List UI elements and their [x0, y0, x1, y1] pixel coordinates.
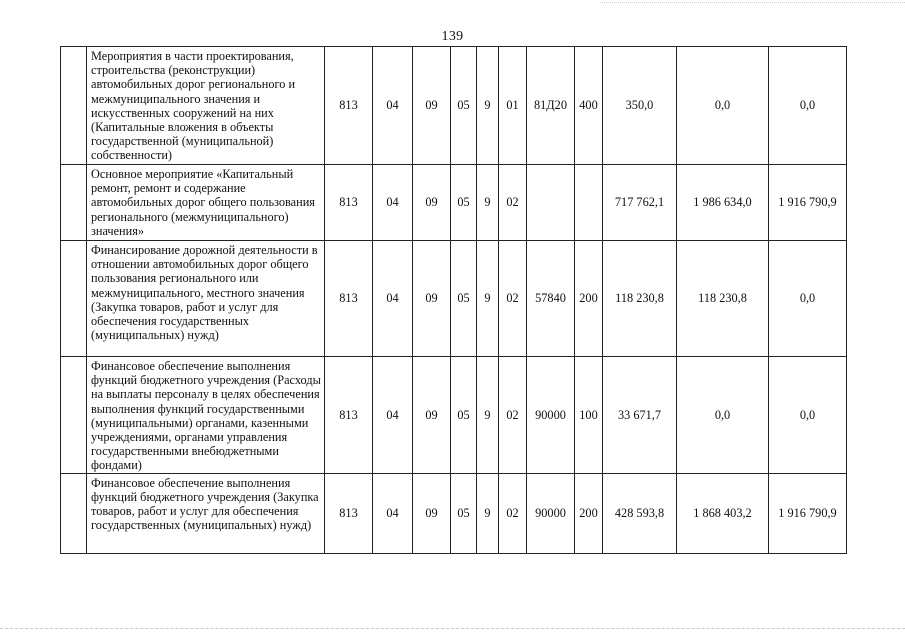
code-expense-type: 400 — [575, 47, 603, 165]
table-row — [61, 165, 847, 241]
code-program: 05 — [451, 47, 477, 165]
budget-table — [60, 46, 847, 554]
code-expense-type: 200 — [575, 473, 603, 553]
table-row — [61, 241, 847, 357]
code-program: 05 — [451, 241, 477, 357]
code-activity: 02 — [499, 165, 527, 241]
row-description: Финансовое обеспечение выполнения функций бюджетного учреждения (Закупка товаров, работ и услуг для обеспечения государственных (муниципальных) нужд) — [87, 473, 325, 553]
amount-year-2: 0,0 — [677, 47, 769, 165]
row-description: Мероприятия в части проектирования, строительства (реконструкции) автомобильных дорог регионального и межмуниципального значения и искусственных сооружений на них (Капитальные вложения в объекты государственной (муниципальной) собственности) — [87, 47, 325, 165]
code-ministry: 813 — [325, 241, 373, 357]
row-description: Финансирование дорожной деятельности в отношении автомобильных дорог общего пользования регионального или межмуниципального, местного значения (Закупка товаров, работ и услуг для обеспечения государственных (муниципальных) нужд) — [87, 241, 325, 357]
code-direction: 81Д20 — [527, 47, 575, 165]
code-direction: 90000 — [527, 357, 575, 474]
code-activity: 02 — [499, 473, 527, 553]
code-ministry: 813 — [325, 165, 373, 241]
code-ministry: 813 — [325, 47, 373, 165]
code-subsection: 09 — [413, 47, 451, 165]
table-row — [61, 47, 847, 165]
code-program: 05 — [451, 473, 477, 553]
code-ministry: 813 — [325, 473, 373, 553]
page-number: 139 — [441, 29, 464, 44]
scan-artifact-top — [600, 2, 905, 3]
code-activity: 02 — [499, 241, 527, 357]
code-direction: 90000 — [527, 473, 575, 553]
code-subprogram: 9 — [477, 165, 499, 241]
row-description: Финансовое обеспечение выполнения функций бюджетного учреждения (Расходы на выплаты персоналу в целях обеспечения выполнения функций государственными (муниципальными) органами, казенными учреждениями, органами управления государственными внебюджетными фондами) — [87, 357, 325, 474]
amount-year-2: 1 868 403,2 — [677, 473, 769, 553]
code-ministry: 813 — [325, 357, 373, 474]
amount-year-1: 33 671,7 — [603, 357, 677, 474]
amount-year-1: 717 762,1 — [603, 165, 677, 241]
code-section: 04 — [373, 241, 413, 357]
code-subprogram: 9 — [477, 241, 499, 357]
code-subsection: 09 — [413, 165, 451, 241]
amount-year-1: 350,0 — [603, 47, 677, 165]
amount-year-1: 428 593,8 — [603, 473, 677, 553]
code-direction: 57840 — [527, 241, 575, 357]
amount-year-2: 1 986 634,0 — [677, 165, 769, 241]
code-program: 05 — [451, 357, 477, 474]
code-subsection: 09 — [413, 473, 451, 553]
code-expense-type: 100 — [575, 357, 603, 474]
code-direction — [527, 165, 575, 241]
code-subsection: 09 — [413, 357, 451, 474]
code-subprogram: 9 — [477, 473, 499, 553]
amount-year-3: 0,0 — [769, 47, 847, 165]
row-spacer-cell — [61, 241, 87, 357]
code-expense-type: 200 — [575, 241, 603, 357]
code-activity: 01 — [499, 47, 527, 165]
code-subsection: 09 — [413, 241, 451, 357]
code-section: 04 — [373, 357, 413, 474]
code-section: 04 — [373, 165, 413, 241]
row-spacer-cell — [61, 165, 87, 241]
code-subprogram: 9 — [477, 357, 499, 474]
amount-year-3: 0,0 — [769, 357, 847, 474]
code-subprogram: 9 — [477, 47, 499, 165]
row-description: Основное мероприятие «Капитальный ремонт, ремонт и содержание автомобильных дорог общего пользования регионального (межмуниципального) значения» — [87, 165, 325, 241]
amount-year-2: 0,0 — [677, 357, 769, 474]
amount-year-3: 1 916 790,9 — [769, 165, 847, 241]
code-expense-type — [575, 165, 603, 241]
code-activity: 02 — [499, 357, 527, 474]
amount-year-3: 0,0 — [769, 241, 847, 357]
amount-year-2: 118 230,8 — [677, 241, 769, 357]
row-spacer-cell — [61, 357, 87, 474]
table-row — [61, 473, 847, 553]
row-spacer-cell — [61, 473, 87, 553]
row-spacer-cell — [61, 47, 87, 165]
amount-year-1: 118 230,8 — [603, 241, 677, 357]
table-row — [61, 357, 847, 474]
scan-artifact-bottom — [0, 628, 905, 629]
code-program: 05 — [451, 165, 477, 241]
code-section: 04 — [373, 47, 413, 165]
amount-year-3: 1 916 790,9 — [769, 473, 847, 553]
code-section: 04 — [373, 473, 413, 553]
